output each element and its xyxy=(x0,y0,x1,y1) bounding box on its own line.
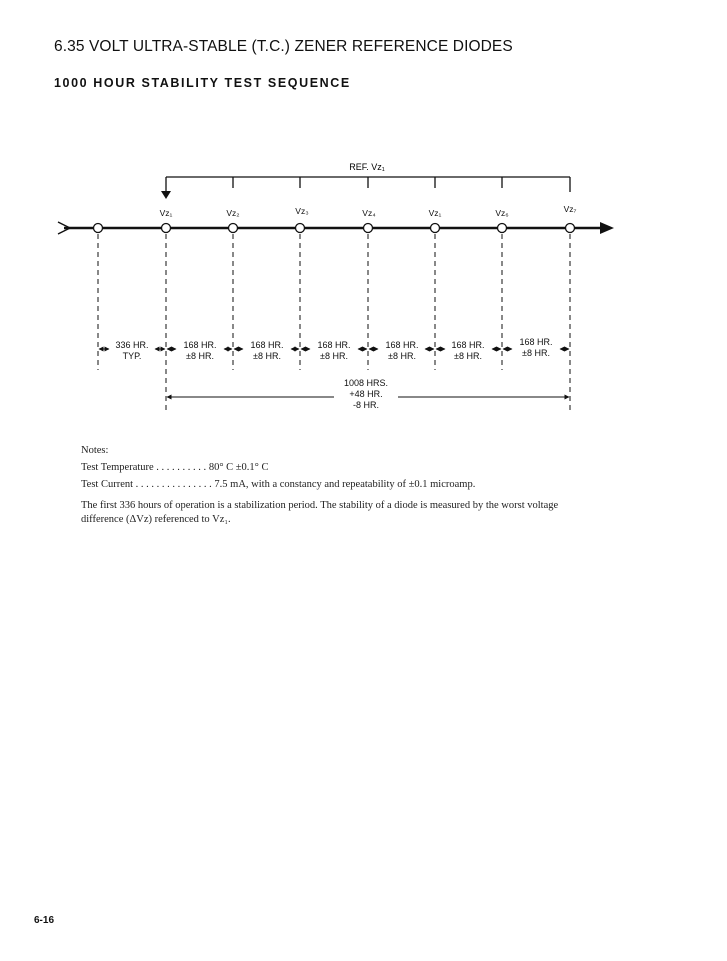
interval-label: 168 HR. xyxy=(250,340,284,350)
interval-label: ±8 HR. xyxy=(454,351,482,361)
timeline-point xyxy=(566,224,575,233)
total-label: 1008 HRS. xyxy=(343,378,389,388)
stab-period-label: TYP. xyxy=(122,351,142,361)
interval-label: ±8 HR. xyxy=(320,351,348,361)
timeline-point xyxy=(296,224,305,233)
point-label-vz3: Vz₃ xyxy=(295,206,309,216)
interval-label: ±8 HR. xyxy=(522,348,550,358)
point-label-vz1: Vz₁ xyxy=(159,208,173,218)
interval-label: ±8 HR. xyxy=(388,351,416,361)
total-label: -8 HR. xyxy=(352,400,380,410)
timeline-point xyxy=(431,224,440,233)
point-label-vz5: Vz₁ xyxy=(428,208,442,218)
point-label-vz6: Vz₆ xyxy=(495,208,509,218)
timeline-point xyxy=(94,224,103,233)
point-label-vz7: Vz₇ xyxy=(563,204,577,214)
reference-bracket xyxy=(166,177,570,192)
interval-label: 168 HR. xyxy=(317,340,351,350)
timeline xyxy=(58,222,604,234)
interval-label: 168 HR. xyxy=(451,340,485,350)
notes-heading: Notes: xyxy=(81,445,109,456)
point-label-vz4: Vz₄ xyxy=(362,208,376,218)
timeline-arrow-head xyxy=(600,222,614,234)
interval-label: ±8 HR. xyxy=(186,351,214,361)
temperature-value: 80° C ±0.1° C xyxy=(208,462,269,473)
timeline-point xyxy=(162,224,171,233)
stabilization-paragraph: The first 336 hours of operation is a stabilization period. The stability of a diode is measured by the worst voltage difference (ΔVz) referenced to Vz₁. xyxy=(81,500,559,525)
notes-section xyxy=(81,442,475,493)
drop-lines xyxy=(98,234,570,410)
ref-label: REF. Vz₁ xyxy=(349,162,385,172)
interval-label: 168 HR. xyxy=(385,340,419,350)
total-label: +48 HR. xyxy=(349,389,383,399)
timeline-point xyxy=(229,224,238,233)
temperature-label: Test Temperature . . . . . . . . . . xyxy=(81,462,207,473)
section-title: 1000 HOUR STABILITY TEST SEQUENCE xyxy=(54,76,351,90)
current-value: 7.5 mA, with a constancy and repeatability of ±0.1 microamp. xyxy=(214,479,476,490)
stability-test-diagram xyxy=(0,150,727,420)
current-label: Test Current . . . . . . . . . . . . . . . xyxy=(81,479,212,490)
timeline-point xyxy=(364,224,373,233)
page-title: 6.35 VOLT ULTRA-STABLE (T.C.) ZENER REFERENCE DIODES xyxy=(54,38,513,55)
page-number: 6-16 xyxy=(34,915,55,926)
interval-label: 168 HR. xyxy=(519,337,553,347)
stab-period-label: 336 HR. xyxy=(115,340,149,350)
interval-label: 168 HR. xyxy=(183,340,217,350)
interval-label: ±8 HR. xyxy=(253,351,281,361)
current-note xyxy=(81,476,475,493)
reference-arrow-head xyxy=(161,191,171,199)
timeline-point xyxy=(498,224,507,233)
point-label-vz2: Vz₂ xyxy=(226,208,240,218)
temperature-note xyxy=(81,459,475,476)
